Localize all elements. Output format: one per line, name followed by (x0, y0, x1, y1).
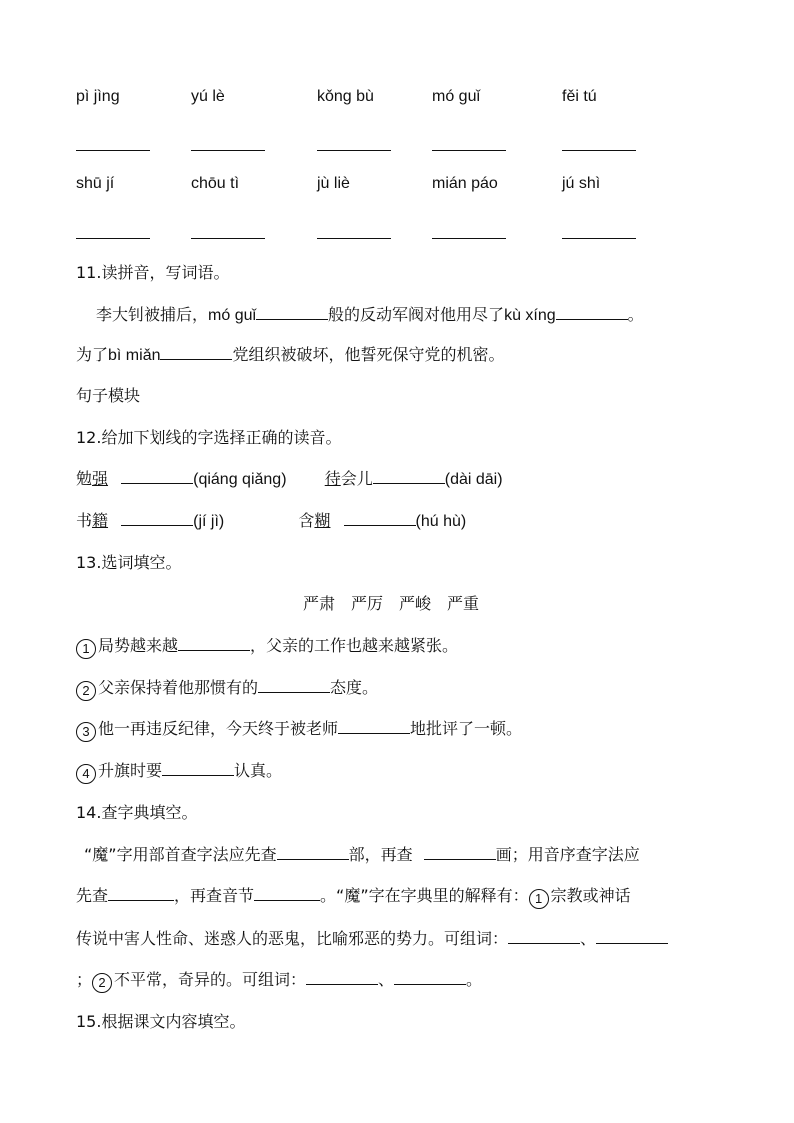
text: 他一再违反纪律，今天终于被老师 (98, 719, 339, 738)
pinyin-word: jú shì (562, 175, 601, 192)
answer-blank[interactable] (373, 469, 445, 484)
circled-number: 2 (76, 681, 96, 701)
pronunciation-options: (hú hù) (415, 513, 467, 530)
pinyin-prompt: kù xíng (504, 307, 556, 324)
text: 。 (627, 305, 644, 324)
text: ，父亲的工作也越来越紧张。 (250, 636, 459, 655)
text: 。 (466, 970, 483, 989)
text: 先查 (76, 886, 109, 905)
question-13-item-4 (76, 760, 282, 784)
word-option: 严肃 (303, 594, 336, 613)
text: 升旗时要 (98, 761, 163, 780)
question-14-line-4 (76, 969, 482, 993)
pinyin-row-2 (76, 175, 716, 197)
text: 般的反动军阀对他用尽了 (328, 305, 505, 324)
question-11-line-1 (96, 304, 644, 327)
text: 传说中害人性命、迷惑人的恶鬼，比喻邪恶的势力。可组词： (76, 929, 509, 948)
answer-blank[interactable] (178, 636, 250, 651)
question-15-title: 15.根据课文内容填空。 (76, 1012, 246, 1031)
text: 态度。 (330, 678, 379, 697)
text: ，再查音节 (174, 886, 255, 905)
text: 宗教或神话 (550, 886, 631, 905)
text: 。“魔”字在字典里的解释有： (320, 886, 529, 905)
underlined-char: 强 (92, 469, 109, 488)
answer-blank[interactable] (338, 719, 410, 734)
pinyin-word: kǒng bù (317, 88, 374, 105)
answer-blank[interactable] (191, 142, 265, 151)
pronunciation-options: (jí jì) (193, 513, 225, 530)
answer-blank[interactable] (256, 305, 328, 320)
pronunciation-options: (qiáng qiǎng) (193, 471, 287, 488)
pinyin-prompt: mó guǐ (208, 307, 257, 324)
answer-blank[interactable] (306, 970, 378, 985)
text: 画；用音序查字法应 (495, 845, 640, 864)
word-option: 严重 (447, 594, 480, 613)
answer-blank[interactable] (317, 142, 391, 151)
circled-number: 4 (76, 764, 96, 784)
question-14-title: 14.查字典填空。 (76, 803, 198, 822)
text: “魔”字用部首查字法应先查 (84, 845, 277, 864)
answer-blank[interactable] (344, 511, 416, 526)
pinyin-word: chōu tì (191, 175, 240, 192)
answer-blank[interactable] (160, 345, 232, 360)
circled-number: 1 (529, 889, 549, 909)
answer-blank[interactable] (121, 511, 193, 526)
word (76, 469, 108, 488)
circled-number: 3 (76, 722, 96, 742)
pinyin-word: pì jìng (76, 88, 120, 105)
char: 勉 (76, 469, 93, 488)
answer-blank[interactable] (317, 230, 391, 239)
underlined-char: 籍 (92, 511, 109, 530)
word (76, 511, 108, 530)
text: 父亲保持着他那惯有的 (98, 678, 259, 697)
question-13-item-2 (76, 677, 378, 701)
underlined-char: 糊 (314, 511, 331, 530)
pinyin-prompt: bì miǎn (108, 347, 161, 364)
text: 党组织被破坏，他誓死保守党的机密。 (232, 345, 505, 364)
pinyin-row-1 (76, 88, 716, 110)
answer-blank[interactable] (76, 142, 150, 151)
answer-blank[interactable] (424, 845, 496, 860)
question-14-line-2 (76, 885, 631, 909)
answer-blank[interactable] (108, 886, 174, 901)
word-option: 严峻 (399, 594, 432, 613)
answer-blank[interactable] (121, 469, 193, 484)
answer-blank[interactable] (596, 929, 668, 944)
answer-blank[interactable] (432, 230, 506, 239)
answer-blank[interactable] (191, 230, 265, 239)
text: ； (76, 970, 93, 989)
answer-blank[interactable] (556, 305, 628, 320)
question-11-line-2 (76, 344, 505, 367)
circled-number: 2 (92, 973, 112, 993)
question-13-item-3 (76, 718, 522, 742)
word-option: 严厉 (351, 594, 384, 613)
question-14-line-3 (76, 928, 668, 950)
char: 书 (76, 511, 93, 530)
answer-blank[interactable] (76, 230, 150, 239)
pinyin-word: mián páo (432, 175, 498, 192)
answer-blank[interactable] (562, 142, 636, 151)
pinyin-word: jù liè (317, 175, 350, 192)
separator: 、 (580, 929, 597, 948)
answer-blank[interactable] (254, 886, 320, 901)
text: 局势越来越 (98, 636, 179, 655)
answer-blank[interactable] (394, 970, 466, 985)
answer-blank[interactable] (258, 678, 330, 693)
answer-blank[interactable] (432, 142, 506, 151)
text: 李大钊被捕后， (96, 305, 209, 324)
answer-blank[interactable] (277, 845, 349, 860)
word-options (303, 593, 495, 615)
answer-blanks-row-1 (76, 142, 716, 152)
question-14-line-1 (84, 844, 640, 866)
question-13-item-1 (76, 635, 458, 659)
pinyin-word: yú lè (191, 88, 225, 105)
pinyin-word: fěi tú (562, 88, 597, 105)
pronunciation-options: (dài dāi) (444, 471, 503, 488)
word (325, 469, 373, 488)
answer-blank[interactable] (162, 761, 234, 776)
circled-number: 1 (76, 639, 96, 659)
pinyin-word: mó guǐ (432, 88, 481, 105)
answer-blank[interactable] (562, 230, 636, 239)
question-12-row-1 (76, 468, 503, 491)
word (298, 511, 330, 530)
question-11-title: 11.读拼音，写词语。 (76, 263, 230, 282)
separator: 、 (378, 970, 395, 989)
text: 部，再查 (348, 845, 413, 864)
question-12-row-2 (76, 510, 466, 533)
question-12-title: 12.给加下划线的字选择正确的读音。 (76, 428, 342, 447)
pinyin-word: shū jí (76, 175, 115, 192)
answer-blank[interactable] (508, 929, 580, 944)
char: 含 (298, 511, 315, 530)
text: 认真。 (234, 761, 283, 780)
text: 不平常，奇异的。可组词： (114, 970, 307, 989)
underlined-char: 待 (324, 469, 341, 488)
text: 地批评了一顿。 (410, 719, 523, 738)
text: 为了 (76, 345, 109, 364)
section-title: 句子模块 (76, 386, 141, 405)
question-13-title: 13.选词填空。 (76, 553, 182, 572)
answer-blanks-row-2 (76, 230, 716, 240)
chars: 会儿 (340, 469, 373, 488)
